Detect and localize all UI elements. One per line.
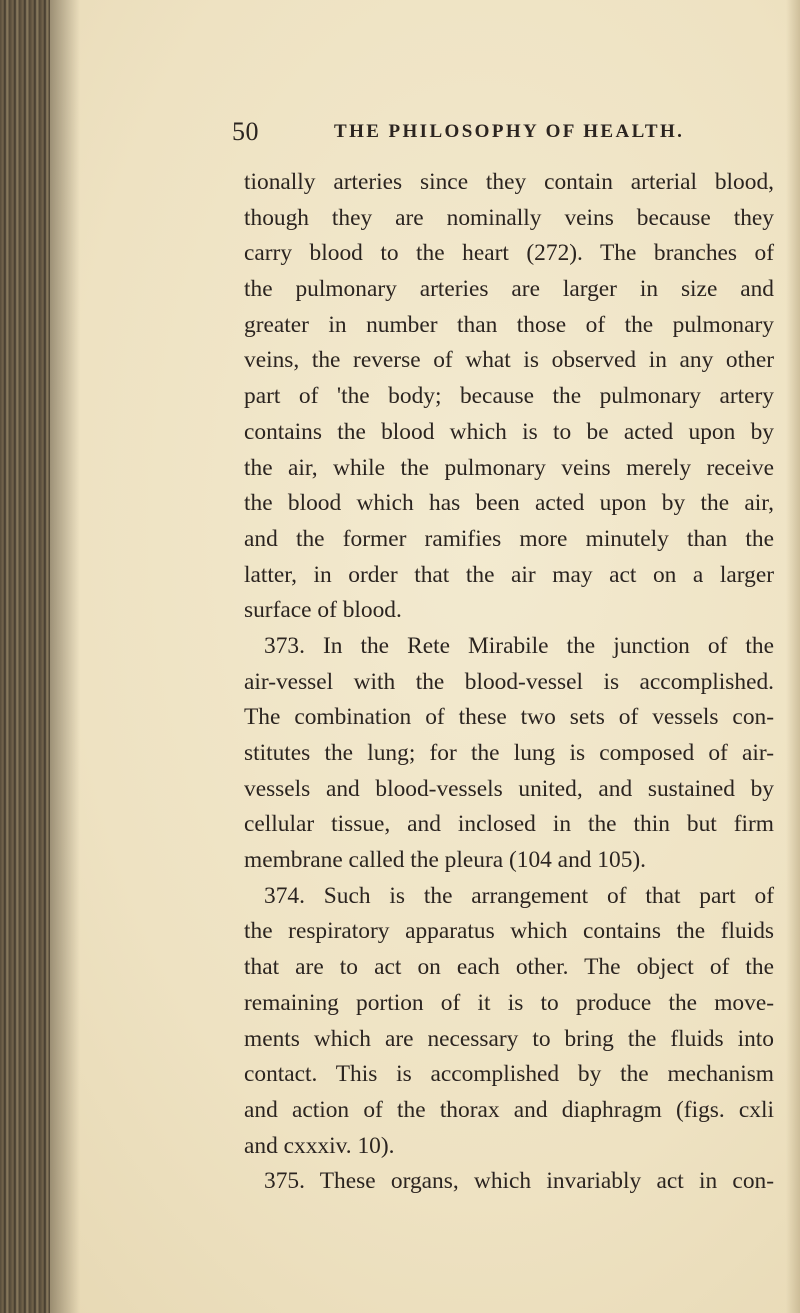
text-line: the respiratory apparatus which contains the fluids [244, 918, 774, 945]
gutter-shadow [50, 0, 80, 1313]
text-line: ments which are necessary to bring the fluids into [244, 1025, 774, 1052]
text-line: veins, the reverse of what is observed in any other [244, 347, 774, 374]
text-line: cellular tissue, and inclosed in the thin but firm [244, 811, 774, 838]
text-line: the pulmonary arteries are larger in size and [244, 276, 774, 303]
paragraph-start-373: 373. In the Rete Mirabile the junction of the [264, 632, 774, 659]
paragraph-start-374: 374. Such is the arrangement of that part of [264, 882, 774, 909]
page-header [232, 117, 752, 151]
text-line: and cxxxiv. 10). [244, 1132, 395, 1159]
text-line: remaining portion of it is to produce the move- [244, 989, 774, 1016]
text-line: contact. This is accomplished by the mechanism [244, 1061, 774, 1088]
text-line: stitutes the lung; for the lung is composed of air- [244, 740, 774, 766]
text-line: carry blood to the heart (272). The branches of [244, 240, 774, 267]
text-line: greater in number than those of the pulmonary [244, 311, 774, 338]
text-line: that are to act on each other. The object of the [244, 954, 774, 981]
text-line: part of 'the body; because the pulmonary artery [244, 383, 774, 410]
running-head: THE PHILOSOPHY OF HEALTH. [334, 121, 685, 142]
paragraph-start-375: 375. These organs, which invariably act in con- [264, 1168, 774, 1195]
text-line: the blood which has been acted upon by the air, [244, 490, 774, 517]
text-line: the air, while the pulmonary veins merely receive [244, 454, 774, 481]
text-line: though they are nominally veins because they [244, 204, 774, 231]
text-line: The combination of these two sets of vessels con- [244, 704, 774, 731]
text-line: air-vessel with the blood-vessel is accomplished. [244, 668, 774, 695]
body-text [244, 165, 774, 1200]
text-line: surface of blood. [244, 597, 402, 624]
page-number: 50 [232, 117, 259, 146]
page-edge [786, 0, 800, 1313]
text-line: latter, in order that the air may act on a larger [244, 561, 774, 588]
text-line: membrane called the pleura (104 and 105). [244, 847, 647, 874]
book-spine [0, 0, 50, 1313]
text-line: contains the blood which is to be acted upon by [244, 418, 774, 445]
text-line: vessels and blood-vessels united, and sustained by [244, 775, 774, 802]
text-line: and the former ramifies more minutely than the [244, 525, 774, 552]
text-line: and action of the thorax and diaphragm (figs. cxli [244, 1096, 774, 1123]
text-line: tionally arteries since they contain arterial blood, [244, 169, 774, 195]
